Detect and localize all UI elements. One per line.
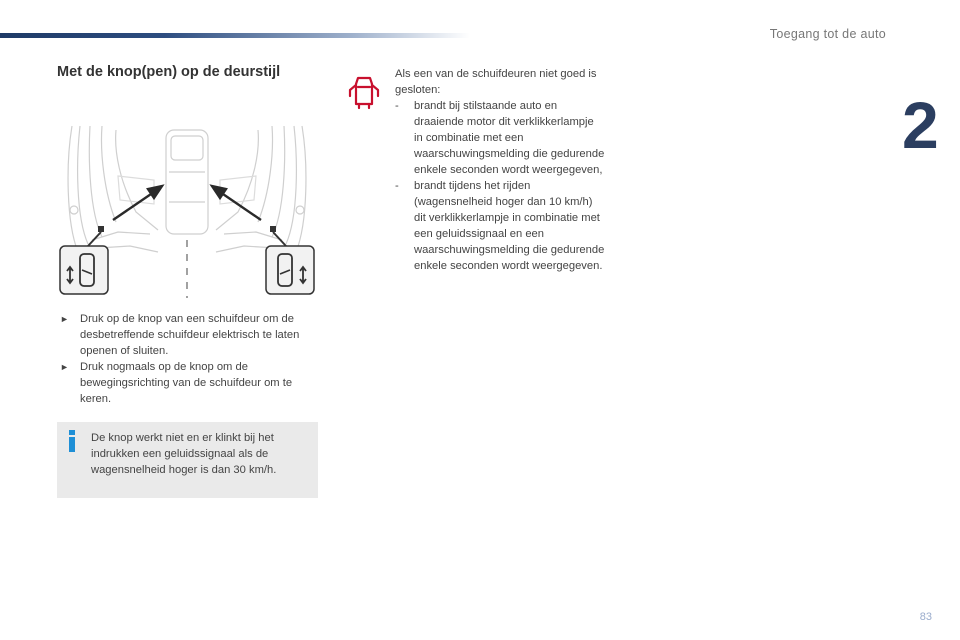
info-icon (67, 430, 77, 452)
list-item: ► Druk nogmaals op de knop om de bewegingsrichting van de schuifdeur om te keren. (60, 361, 293, 405)
list-item: - brandt tijdens het rijden (wagensnelheid hoger dan 10 km/h) dit verklikkerlampje in combinatie met een geluidssignaal en een waarschuwingsmelding die gedurende enkele seconden wordt weergegeven. (395, 180, 605, 272)
header-bar (0, 33, 470, 38)
bullet-marker-icon: ► (60, 314, 69, 324)
right-pillar-button (270, 226, 276, 232)
left-door-button-icon (60, 246, 108, 294)
info-text: De knop werkt niet en er klinkt bij het indrukken een geluidssignaal als de wagensnelheid hoger is dan 30 km/h. (91, 432, 277, 476)
left-pillar-button (98, 226, 104, 232)
right-door-button-icon (266, 246, 314, 294)
bullet-marker-icon: ► (60, 362, 69, 372)
section-title: Met de knop(pen) op de deurstijl (57, 64, 281, 80)
open-door-warning-icon (347, 72, 381, 110)
chapter-title: Toegang tot de auto (769, 27, 886, 41)
page-number: 83 (919, 611, 932, 623)
info-box (57, 422, 318, 498)
sliding-door-button-illustration (58, 122, 316, 300)
list-item: - brandt bij stilstaande auto en draaiende motor dit verklikkerlampje in combinatie met een waarschuwingsmelding die gedurende enkele seconden wordt weergegeven, (395, 100, 605, 176)
pointer-arrows (113, 186, 261, 220)
warning-text (395, 66, 605, 274)
instruction-list (57, 311, 319, 407)
list-item: ► Druk op de knop van een schuifdeur om de desbetreffende schuifdeur elektrisch te laten openen of sluiten. (60, 313, 300, 357)
warning-list (395, 98, 605, 274)
warning-intro: Als een van de schuifdeuren niet goed is gesloten: (395, 68, 597, 96)
chapter-number: 2 (902, 88, 939, 162)
car-interior-drawing (68, 126, 306, 252)
